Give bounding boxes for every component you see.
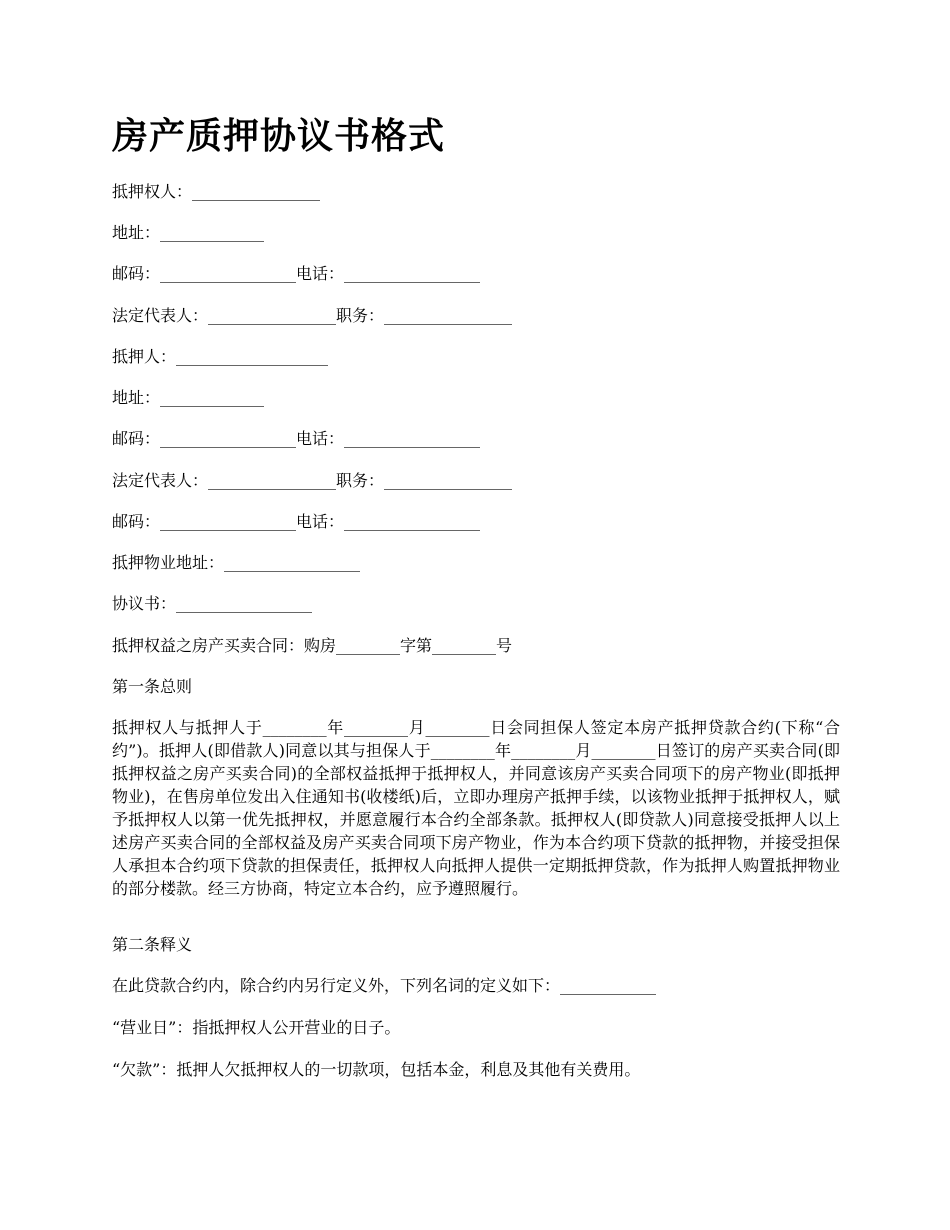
definition-debt: “欠款”：抵押人欠抵押权人的一切款项，包括本金，利息及其他有关费用。 [112, 1060, 641, 1079]
document-title: 房产质押协议书格式 [112, 115, 446, 157]
mortgagor-address-line: 地址：_____________ [112, 388, 265, 407]
article-2-intro: 在此贷款合约内，除合约内另行定义外，下列名词的定义如下：____________ [112, 976, 657, 995]
guarantor-postcode-phone-line: 邮码：_________________电话：_________________ [112, 512, 481, 531]
mortgagor-representative-line: 法定代表人：________________职务：________________ [112, 471, 513, 490]
article-1-heading: 第一条总则 [112, 677, 193, 696]
definition-business-day: “营业日”：指抵押权人公开营业的日子。 [112, 1018, 401, 1037]
mortgagee-representative-line: 法定代表人：________________职务：________________ [112, 306, 513, 325]
mortgagor-postcode-phone-line: 邮码：_________________电话：_________________ [112, 429, 481, 448]
article-1-body: 抵押权人与抵押人于________年________月________日会同担保人签定本房产抵押贷款合约(下称“合约”)。抵押人(即借款人)同意以其与担保人于________年________月________日签订的房产买卖合同(即抵押权益之房产买卖合同)的全部权益抵押于抵押权人，并同意该房产买卖合同项下的房产物业(即抵押物业)，在售房单位发出入住通知书(收楼纸)后，立即办理房产抵押手续，以该物业抵押于抵押权人，赋予抵押权人以第一优先抵押权，并愿意履行本合约全部条款。抵押权人(即贷款人)同意接受抵押人以上述房产买卖合同的全部权益及房产买卖合同项下房产物业，作为本合约项下贷款的抵押物，并接受担保人承担本合约项下贷款的担保责任，抵押权人向抵押人提供一定期抵押贷款，作为抵押人购置抵押物业的部分楼款。经三方协商，特定立本合约，应予遵照履行。 [112, 718, 840, 898]
article-2-heading: 第二条释义 [112, 935, 193, 954]
mortgagee-name-line: 抵押权人：________________ [112, 182, 321, 201]
mortgagee-postcode-phone-line: 邮码：_________________电话：_________________ [112, 264, 481, 283]
mortgagor-name-line: 抵押人：___________________ [112, 347, 329, 366]
mortgagee-address-line: 地址：_____________ [112, 223, 265, 242]
property-address-line: 抵押物业地址：_________________ [112, 553, 361, 572]
purchase-contract-line: 抵押权益之房产买卖合同：购房________字第________号 [112, 636, 513, 655]
agreement-line: 协议书：_________________ [112, 594, 313, 613]
